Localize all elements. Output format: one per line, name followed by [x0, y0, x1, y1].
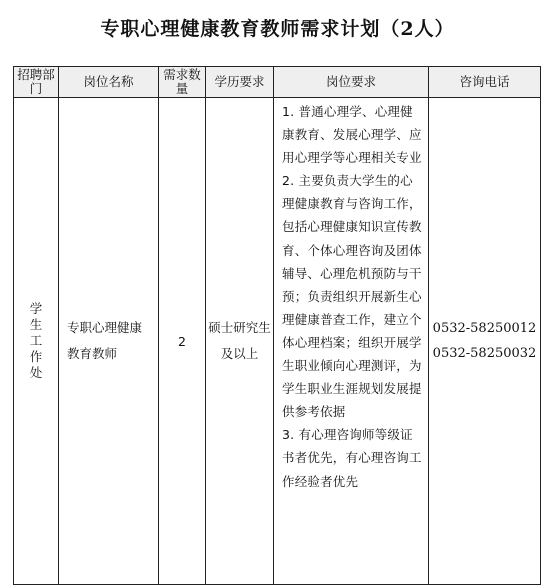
header-count: 需求数量	[159, 67, 206, 98]
cell-department	[14, 98, 59, 585]
requirement-item-1: 1. 普通心理学、心理健康教育、发展心理学、应用心理学等心理相关专业	[282, 104, 422, 166]
phone-number-1: 0532-58250012	[432, 321, 537, 336]
cell-phone	[429, 98, 541, 585]
recruitment-table	[13, 66, 541, 585]
header-education: 学历要求	[206, 67, 274, 98]
cell-education: 硕士研究生及以上	[206, 98, 274, 585]
requirement-item-3: 3. 有心理咨询师等级证书者优先，有心理咨询工作经验者优先	[282, 427, 422, 489]
phone-number-2: 0532-58250032	[432, 346, 537, 361]
table-row	[14, 98, 541, 585]
header-requirements: 岗位要求	[274, 67, 429, 98]
cell-position: 专职心理健康教育教师	[59, 98, 159, 585]
header-row	[14, 67, 541, 98]
department-text: 学生工作处	[29, 301, 43, 380]
cell-requirements	[274, 98, 429, 585]
page-title: 专职心理健康教育教师需求计划（2人）	[100, 18, 455, 40]
header-phone: 咨询电话	[429, 67, 541, 98]
header-department: 招聘部门	[14, 67, 59, 98]
cell-count: 2	[159, 98, 206, 585]
header-position: 岗位名称	[59, 67, 159, 98]
requirement-item-2: 2. 主要负责大学生的心理健康教育与咨询工作，包括心理健康知识宣传教育、个体心理咨询及团体辅导、心理危机预防与干预；负责组织开展新生心理健康普查工作，建立个体心理档案；组织开展学生职业倾向心理测评，为学生职业生涯规划发展提供参考依据	[282, 173, 422, 420]
